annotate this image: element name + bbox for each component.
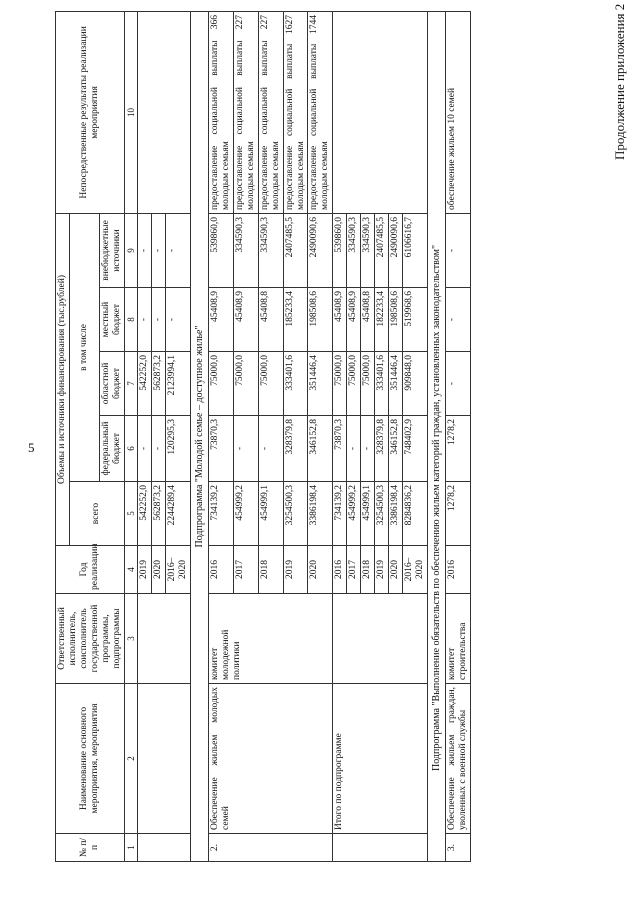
total-cell: 2244289,4 [165, 482, 190, 546]
header-regional: областной бюджет [99, 352, 124, 416]
extra-cell: 334590,3 [233, 213, 258, 287]
extra-cell: 334590,3 [258, 213, 283, 287]
year-cell: 2016 [209, 546, 234, 594]
regional-cell: 75000,0 [361, 352, 375, 416]
regional-cell: 75000,0 [209, 352, 234, 416]
federal-cell: - [361, 416, 375, 482]
federal-cell: 328379,8 [283, 416, 308, 482]
year-cell: 2019 [137, 546, 151, 594]
header-responsible: Ответственный исполнитель, соисполнитель государственной программы, подпрограммы [56, 594, 125, 684]
federal-cell: 73870,3 [209, 416, 234, 482]
local-cell: - [446, 288, 471, 352]
column-number: 9 [124, 213, 137, 287]
local-cell: 45408,8 [361, 288, 375, 352]
federal-cell: 346152,8 [308, 416, 333, 482]
year-cell: 2017 [347, 546, 361, 594]
funding-table [55, 11, 471, 862]
total-cell: 562873,2 [151, 482, 165, 546]
rotated-content [55, 12, 610, 862]
extra-cell: 539860,0 [209, 213, 234, 287]
regional-cell: 75000,0 [333, 352, 347, 416]
result-cell: предоставление социальной выплаты 366 молодым семьям [209, 11, 234, 213]
header-funding: Объемы и источники финансирования (тыс.рублей) [56, 213, 70, 545]
year-cell: 2018 [258, 546, 283, 594]
local-cell: - [165, 288, 190, 352]
subprogram-heading-row [427, 11, 446, 861]
continuation-label-box [612, 3, 632, 160]
regional-cell: 75000,0 [347, 352, 361, 416]
item-number: 2. [209, 834, 333, 862]
header-including: в том числе [69, 213, 99, 481]
federal-cell: 328379,8 [375, 416, 389, 482]
total-cell: 3386198,4 [388, 482, 402, 546]
local-cell: - [151, 288, 165, 352]
header-year: Год реализации [56, 546, 125, 594]
table-row [165, 11, 190, 861]
header-total: всего [69, 482, 124, 546]
subprogram-title: Подпрограмма "Молодой семье – доступное жилье" [190, 11, 209, 861]
header-results: Непосредственные результаты реализации мероприятия [56, 11, 125, 213]
local-cell: 198508,6 [388, 288, 402, 352]
total-cell: 1278,2 [446, 482, 471, 546]
header-federal: федеральный бюджет [99, 416, 124, 482]
federal-cell: 748402,9 [402, 416, 427, 482]
total-cell: 734139,2 [333, 482, 347, 546]
header-number: № п/п [56, 834, 125, 862]
federal-cell: - [151, 416, 165, 482]
item-name: Обеспечение жильем граждан, уволенных с военной службы [446, 684, 471, 834]
local-cell: 519968,6 [402, 288, 427, 352]
column-number: 6 [124, 416, 137, 482]
extra-cell: 2407485,5 [375, 213, 389, 287]
result-cell: предоставление социальной выплаты 227 молодым семьям [258, 11, 283, 213]
regional-cell: 2123994,1 [165, 352, 190, 416]
extra-cell: 2490090,6 [388, 213, 402, 287]
year-cell: 2016–2020 [402, 546, 427, 594]
local-cell: 198508,6 [308, 288, 333, 352]
regional-cell: 909848,0 [402, 352, 427, 416]
header-local: местный бюджет [99, 288, 124, 352]
extra-cell: 334590,3 [347, 213, 361, 287]
table-row [333, 11, 347, 861]
regional-cell: 351446,4 [388, 352, 402, 416]
federal-cell: 73870,3 [333, 416, 347, 482]
year-cell: 2020 [388, 546, 402, 594]
responsible-cell: комитет молодежной политики [209, 594, 333, 684]
local-cell: - [137, 288, 151, 352]
continuation-label: Продолжение приложения 2 [612, 3, 627, 160]
regional-cell: 333401,6 [375, 352, 389, 416]
federal-cell: - [258, 416, 283, 482]
total-cell: 3386198,4 [308, 482, 333, 546]
federal-cell: 346152,8 [388, 416, 402, 482]
extra-cell: 6106616,7 [402, 213, 427, 287]
regional-cell: 542252,0 [137, 352, 151, 416]
header-extra: внебюджетные источники [99, 213, 124, 287]
subprogram-heading-row [190, 11, 209, 861]
extra-cell: 2407485,5 [283, 213, 308, 287]
local-cell: 185233,4 [283, 288, 308, 352]
total-cell: 454999,1 [361, 482, 375, 546]
item-name: Обеспечение жильем молодых семей [209, 684, 333, 834]
table-row [209, 11, 234, 861]
local-cell: 45408,9 [347, 288, 361, 352]
extra-cell: - [165, 213, 190, 287]
federal-cell: - [137, 416, 151, 482]
year-cell: 2019 [375, 546, 389, 594]
regional-cell: 351446,4 [308, 352, 333, 416]
column-number: 3 [124, 594, 137, 684]
local-cell: 45408,9 [209, 288, 234, 352]
subprogram-title: Подпрограмма "Выполнение обязательств по обеспечению жильем категорий граждан, установленных законодательством" [427, 11, 446, 861]
extra-cell: - [446, 213, 471, 287]
column-number: 10 [124, 11, 137, 213]
year-cell: 2016–2020 [165, 546, 190, 594]
year-cell: 2020 [308, 546, 333, 594]
regional-cell: 333401,6 [283, 352, 308, 416]
federal-cell: - [233, 416, 258, 482]
federal-cell: 1278,2 [446, 416, 471, 482]
total-cell: 454999,2 [233, 482, 258, 546]
year-cell: 2020 [151, 546, 165, 594]
federal-cell: 120295,3 [165, 416, 190, 482]
year-cell: 2016 [333, 546, 347, 594]
column-number: 7 [124, 352, 137, 416]
total-cell: 3254500,3 [283, 482, 308, 546]
total-cell: 454999,1 [258, 482, 283, 546]
column-number-row [124, 11, 137, 861]
responsible-cell: комитет строительства [446, 594, 471, 684]
result-cell: предоставление социальной выплаты 1744 молодым семьям [308, 11, 333, 213]
local-cell: 45408,8 [258, 288, 283, 352]
regional-cell: 75000,0 [233, 352, 258, 416]
local-cell: 182233,4 [375, 288, 389, 352]
column-number: 4 [124, 546, 137, 594]
table-row [446, 11, 471, 861]
total-cell: 542252,0 [137, 482, 151, 546]
federal-cell: - [347, 416, 361, 482]
page-number: 5 [28, 440, 35, 455]
result-cell: предоставление социальной выплаты 227 молодым семьям [233, 11, 258, 213]
total-cell: 3254500,3 [375, 482, 389, 546]
extra-cell: - [137, 213, 151, 287]
year-cell: 2019 [283, 546, 308, 594]
result-cell: предоставление социальной выплаты 1627 молодым семьям [283, 11, 308, 213]
column-number: 5 [124, 482, 137, 546]
year-cell: 2018 [361, 546, 375, 594]
regional-cell: 75000,0 [258, 352, 283, 416]
regional-cell: 562873,2 [151, 352, 165, 416]
result-cell: обеспечение жильем 10 семей [446, 11, 471, 213]
column-number: 8 [124, 288, 137, 352]
year-cell: 2017 [233, 546, 258, 594]
extra-cell: 539860,0 [333, 213, 347, 287]
total-cell: 454999,2 [347, 482, 361, 546]
local-cell: 45408,9 [233, 288, 258, 352]
column-number: 2 [124, 684, 137, 834]
subtotal-label: Итого по подпрограмме [333, 684, 427, 834]
header-activity-name: Наименование основного мероприятия, мероприятия [56, 684, 125, 834]
item-number: 3. [446, 834, 471, 862]
year-cell: 2016 [446, 546, 471, 594]
regional-cell: - [446, 352, 471, 416]
extra-cell: 334590,3 [361, 213, 375, 287]
total-cell: 8284836,2 [402, 482, 427, 546]
table-row [151, 11, 165, 861]
extra-cell: - [151, 213, 165, 287]
column-number: 1 [124, 834, 137, 862]
table-row [137, 11, 151, 861]
extra-cell: 2490090,6 [308, 213, 333, 287]
local-cell: 45408,9 [333, 288, 347, 352]
total-cell: 734139,2 [209, 482, 234, 546]
